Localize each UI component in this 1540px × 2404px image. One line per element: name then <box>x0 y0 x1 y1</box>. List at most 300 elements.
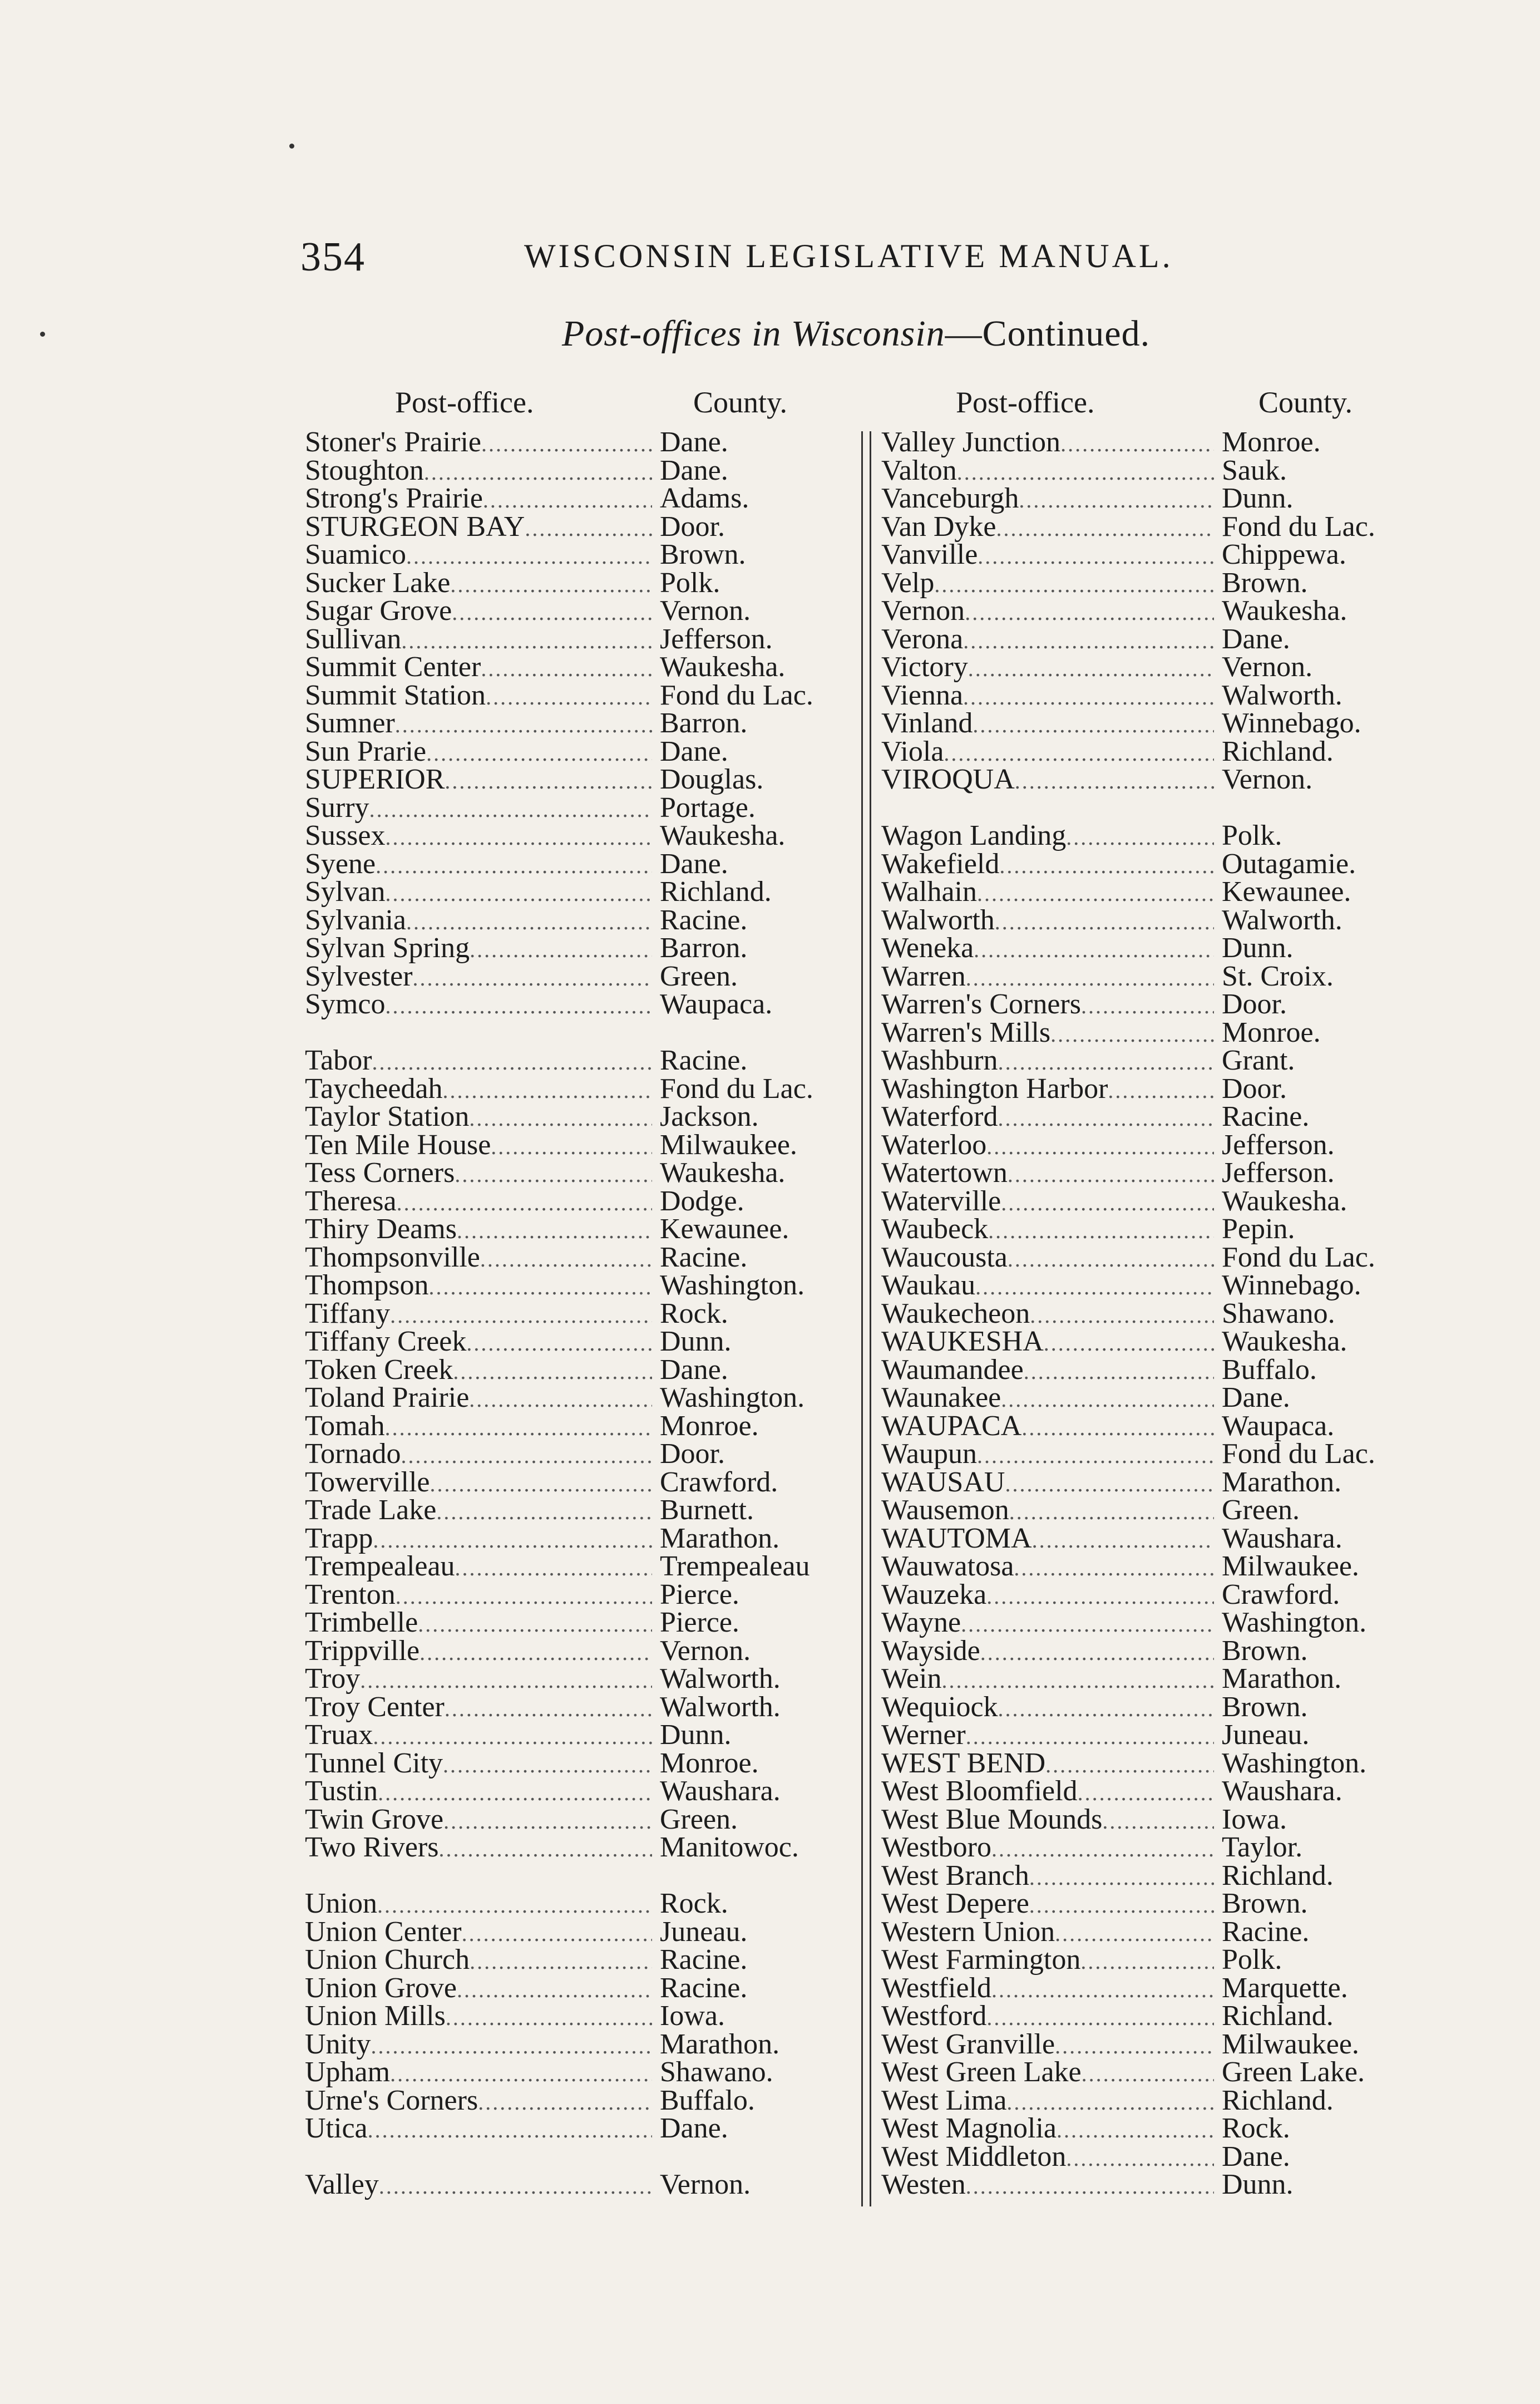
county-name: Iowa. <box>660 2000 725 2032</box>
post-office-name: Summit Station <box>305 681 486 711</box>
leader-dots <box>481 655 652 683</box>
post-office-cell <box>881 963 1214 993</box>
post-office-entry <box>881 1185 1375 1217</box>
county-name: Monroe. <box>660 1747 759 1779</box>
post-office-name: Tabor <box>305 1047 372 1076</box>
leader-dots <box>1029 1891 1214 1920</box>
county-name: Marathon. <box>1222 1663 1342 1694</box>
post-office-cell <box>305 2171 652 2201</box>
leader-dots <box>1045 1751 1214 1780</box>
county-name: St. Croix. <box>1222 960 1334 992</box>
post-office-entry <box>305 1550 813 1582</box>
post-office-name: Thompson <box>305 1272 429 1301</box>
leader-dots <box>991 1835 1214 1864</box>
leader-dots <box>934 571 1214 599</box>
post-office-name: WAUSAU <box>881 1468 1005 1498</box>
leader-dots <box>998 1048 1214 1077</box>
county-name: Waukesha. <box>1222 1326 1348 1357</box>
county-name: Brown. <box>1222 1691 1308 1723</box>
post-office-cell <box>305 1496 652 1526</box>
leader-dots <box>986 1133 1214 1161</box>
county-name: Vernon. <box>660 595 751 627</box>
post-office-name: Wauwatosa <box>881 1553 1014 1582</box>
leader-dots <box>469 1386 652 1414</box>
post-office-cell <box>881 1215 1214 1245</box>
post-office-entry <box>305 2028 813 2060</box>
post-office-entry <box>305 735 813 767</box>
county-name: Racine. <box>1222 1915 1310 1948</box>
county-name: Richland. <box>1222 2000 1334 2032</box>
county-name: Richland. <box>1222 1859 1334 1891</box>
post-office-entry <box>305 791 813 824</box>
post-office-cell <box>305 1440 652 1470</box>
county-name: Grant. <box>1222 1045 1295 1076</box>
post-office-name: Waubeck <box>881 1215 989 1245</box>
leader-dots <box>986 1583 1214 1611</box>
county-name: Milwaukee. <box>1222 2028 1359 2060</box>
post-office-cell <box>305 1356 652 1386</box>
post-office-name: Towerville <box>305 1468 430 1498</box>
post-office-cell <box>305 428 652 459</box>
leader-dots <box>446 2004 652 2032</box>
post-office-cell <box>881 878 1214 908</box>
leader-dots <box>944 740 1214 768</box>
leader-dots <box>1055 1920 1214 1948</box>
county-name: Waukesha. <box>660 820 786 851</box>
post-office-cell <box>305 541 652 571</box>
leader-dots <box>963 627 1214 656</box>
post-office-entry <box>305 1747 813 1779</box>
post-office-name: Symco <box>305 991 386 1020</box>
leader-dots <box>373 1723 652 1751</box>
county-name: Walworth. <box>660 1691 781 1723</box>
running-title: WISCONSIN LEGISLATIVE MANUAL. <box>524 238 1173 274</box>
leader-dots <box>452 599 652 627</box>
post-office-entry <box>305 1412 813 1441</box>
post-office-entry <box>881 1440 1375 1469</box>
post-office-name: Truax <box>305 1721 373 1751</box>
post-office-entry <box>305 1185 813 1217</box>
leader-dots <box>1057 2116 1214 2145</box>
county-name: Buffalo. <box>1222 1353 1317 1386</box>
county-name: Barron. <box>660 707 748 739</box>
post-office-name: Union <box>305 1890 377 1919</box>
county-name: Dodge. <box>660 1185 744 1217</box>
leader-dots <box>1066 2145 1214 2173</box>
post-office-entry <box>305 1353 813 1386</box>
post-office-cell <box>305 485 652 515</box>
post-office-cell <box>881 991 1214 1021</box>
ink-speck <box>40 332 45 337</box>
post-office-cell <box>305 1075 652 1105</box>
post-office-cell <box>881 625 1214 656</box>
county-name: Iowa. <box>1222 1803 1287 1835</box>
post-office-entry <box>881 597 1375 625</box>
leader-dots <box>426 740 652 768</box>
post-office-name: Taylor Station <box>305 1103 470 1132</box>
county-name: Fond du Lac. <box>660 1072 813 1105</box>
post-office-name: Summit Center <box>305 653 481 683</box>
post-office-entry <box>305 1269 813 1301</box>
leader-dots <box>483 486 652 515</box>
post-office-entry <box>881 1890 1375 1918</box>
leader-dots <box>430 1470 652 1499</box>
county-name: Pierce. <box>660 1607 739 1638</box>
post-office-entry <box>881 1831 1375 1863</box>
leader-dots <box>486 683 652 712</box>
post-office-entry <box>881 625 1375 654</box>
post-office-name: Westen <box>881 2171 966 2200</box>
leader-dots <box>961 1610 1214 1639</box>
leader-dots <box>973 711 1214 740</box>
post-office-name: Trenton <box>305 1580 396 1610</box>
post-office-cell <box>881 1440 1214 1470</box>
leader-dots <box>360 1667 652 1695</box>
post-office-cell <box>881 1750 1214 1780</box>
post-office-name: Westboro <box>881 1834 991 1863</box>
post-office-cell <box>305 710 652 740</box>
county-name: Door. <box>1222 988 1287 1020</box>
leader-dots <box>443 1807 652 1836</box>
county-name: Dane. <box>660 454 728 486</box>
county-name: Washington. <box>1222 1607 1367 1638</box>
post-office-name: Stoughton <box>305 456 424 486</box>
post-office-entry <box>881 1103 1375 1131</box>
post-office-name: Upham <box>305 2058 391 2088</box>
post-office-cell <box>305 569 652 599</box>
leader-dots <box>453 1358 652 1386</box>
leader-dots <box>1015 767 1214 796</box>
leader-dots <box>396 1583 652 1611</box>
post-office-name: Victory <box>881 653 968 683</box>
leader-dots <box>378 1779 652 1807</box>
post-office-entry <box>305 850 813 879</box>
post-office-cell <box>881 2171 1214 2201</box>
post-office-cell <box>305 1384 652 1414</box>
post-office-name: Walworth <box>881 906 995 936</box>
post-office-cell <box>305 1300 652 1330</box>
post-office-name: Valton <box>881 456 957 486</box>
post-office-entry <box>305 653 813 682</box>
post-office-entry <box>881 1072 1375 1105</box>
county-name: Walworth. <box>1222 904 1342 936</box>
post-office-entry <box>881 850 1375 879</box>
county-name: Milwaukee. <box>660 1129 797 1161</box>
county-name: Juneau. <box>660 1915 748 1948</box>
post-office-cell <box>305 1918 652 1948</box>
county-name: Douglas. <box>660 763 764 795</box>
post-office-name: Viola <box>881 737 944 767</box>
post-office-entry <box>305 1890 813 1918</box>
post-office-entry <box>305 1578 813 1610</box>
post-office-entry <box>881 904 1375 936</box>
post-office-name: Union Mills <box>305 2002 446 2032</box>
post-office-entry <box>305 1634 813 1667</box>
leader-dots <box>457 1217 652 1245</box>
post-office-cell <box>305 1159 652 1189</box>
leader-dots <box>1066 824 1214 852</box>
county-name: Dane. <box>660 2112 728 2144</box>
post-office-cell <box>305 513 652 543</box>
post-office-cell <box>305 850 652 880</box>
left-column <box>305 428 813 2199</box>
post-office-entry <box>305 1974 813 2003</box>
left-county-header: County. <box>693 386 788 419</box>
leader-dots <box>998 1695 1214 1723</box>
leader-dots <box>419 1639 652 1667</box>
post-office-name: Thompsonville <box>305 1243 480 1273</box>
post-office-entry <box>881 679 1375 711</box>
post-office-cell <box>305 2115 652 2145</box>
post-office-entry <box>305 1946 813 1974</box>
post-office-cell <box>305 1834 652 1864</box>
post-office-name: Vienna <box>881 681 964 711</box>
county-name: Adams. <box>660 482 749 514</box>
leader-dots <box>980 1639 1214 1667</box>
post-office-cell <box>881 1328 1214 1358</box>
county-name: Crawford. <box>1222 1578 1340 1610</box>
post-office-entry <box>881 1747 1375 1779</box>
county-name: Dane. <box>660 848 728 880</box>
county-name: Monroe. <box>1222 1016 1321 1048</box>
post-office-entry <box>305 1609 813 1637</box>
leader-dots <box>390 1302 652 1330</box>
post-office-cell <box>305 1272 652 1302</box>
leader-dots <box>974 936 1214 964</box>
post-office-cell <box>881 1665 1214 1695</box>
post-office-entry <box>305 625 813 654</box>
post-office-name: West Bloomfield <box>881 1777 1078 1807</box>
leader-dots <box>1014 1554 1214 1583</box>
post-office-cell <box>881 2087 1214 2117</box>
post-office-cell <box>305 878 652 908</box>
post-office-cell <box>881 1075 1214 1105</box>
post-office-name: Sumner <box>305 710 395 739</box>
post-office-name: Thiry Deams <box>305 1215 457 1245</box>
leader-dots <box>438 1835 652 1864</box>
county-name: Brown. <box>1222 1634 1308 1667</box>
post-office-cell <box>881 934 1214 964</box>
post-office-name: Two Rivers <box>305 1834 439 1863</box>
post-office-cell <box>881 1890 1214 1920</box>
post-office-cell <box>881 1244 1214 1274</box>
post-office-name: Utica <box>305 2115 368 2144</box>
post-office-cell <box>305 1581 652 1611</box>
post-office-entry <box>305 679 813 711</box>
post-office-name: Valley Junction <box>881 428 1061 458</box>
post-office-cell <box>305 1721 652 1751</box>
county-name: Monroe. <box>660 1410 759 1442</box>
post-office-name: Waumandee <box>881 1356 1024 1386</box>
post-office-entry <box>305 1831 813 1863</box>
county-name: Vernon. <box>1222 763 1313 795</box>
post-office-entry <box>881 1412 1375 1441</box>
post-office-name: Sylvan Spring <box>305 934 470 964</box>
leader-dots <box>413 964 652 993</box>
leader-dots <box>390 2060 652 2088</box>
post-office-cell <box>881 1272 1214 1302</box>
post-office-name: Tustin <box>305 1777 378 1807</box>
post-office-cell <box>305 1806 652 1836</box>
leader-dots <box>424 459 652 487</box>
post-office-cell <box>881 738 1214 768</box>
post-office-entry <box>305 707 813 739</box>
post-office-cell <box>881 457 1214 487</box>
post-office-name: WEST BEND <box>881 1749 1046 1779</box>
leader-dots <box>369 796 652 824</box>
county-name: Marathon. <box>1222 1466 1342 1498</box>
post-office-name: Tess Corners <box>305 1159 455 1189</box>
post-office-entry <box>305 988 813 1020</box>
post-office-name: Waterville <box>881 1187 1001 1217</box>
post-office-cell <box>881 1047 1214 1077</box>
post-office-cell <box>881 1496 1214 1526</box>
county-name: Vernon. <box>660 2169 751 2200</box>
post-office-name: Suamico <box>305 541 406 570</box>
leader-dots <box>1055 2032 1214 2061</box>
county-name: Marathon. <box>660 1522 780 1554</box>
leader-dots <box>428 1273 652 1302</box>
post-office-name: West Branch <box>881 1861 1029 1891</box>
county-name: Rock. <box>1222 2112 1290 2144</box>
post-office-entry <box>305 1297 813 1329</box>
leader-dots <box>436 1498 652 1526</box>
post-office-entry <box>305 1103 813 1131</box>
leader-dots <box>999 852 1214 880</box>
post-office-name: Waterloo <box>881 1131 987 1161</box>
county-name: Dane. <box>1222 1382 1290 1413</box>
post-office-cell <box>881 1918 1214 1948</box>
county-name: Kewaunee. <box>660 1213 789 1245</box>
county-name: Portage. <box>660 791 756 824</box>
section-gap <box>305 1019 813 1047</box>
post-office-entry <box>305 2084 813 2116</box>
post-office-name: Waukecheon <box>881 1299 1030 1329</box>
post-office-name: Strong's Prairie <box>305 485 483 514</box>
page-number: 354 <box>300 234 366 280</box>
post-office-entry <box>305 960 813 992</box>
post-office-entry <box>305 1328 813 1356</box>
table-title-continued: —Continued. <box>945 313 1151 354</box>
post-office-entry <box>881 653 1375 682</box>
post-office-cell <box>305 2087 652 2117</box>
leader-dots <box>1080 1948 1214 1976</box>
leader-dots <box>445 1695 652 1723</box>
post-office-entry <box>881 1915 1375 1948</box>
right-column <box>881 428 1375 2199</box>
post-office-cell <box>881 428 1214 459</box>
post-office-entry <box>881 1946 1375 1974</box>
post-office-entry <box>305 1693 813 1722</box>
post-office-name: Urne's Corners <box>305 2086 478 2116</box>
post-office-entry <box>881 1328 1375 1356</box>
post-office-name: Sussex <box>305 822 386 851</box>
post-office-name: Waunakee <box>881 1384 1001 1413</box>
post-office-entry <box>305 2171 813 2199</box>
county-name: Dunn. <box>660 1326 732 1357</box>
post-office-name: Warren <box>881 962 966 992</box>
county-name: Richland. <box>660 876 772 908</box>
post-office-entry <box>881 934 1375 963</box>
post-office-name: Vinland <box>881 710 973 739</box>
leader-dots <box>963 683 1214 712</box>
post-office-entry <box>305 1803 813 1835</box>
post-office-cell <box>305 1131 652 1161</box>
post-office-entry <box>305 1131 813 1160</box>
post-office-cell <box>881 2115 1214 2145</box>
leader-dots <box>470 936 652 964</box>
post-office-name: Sylvester <box>305 962 413 992</box>
post-office-name: Sugar Grove <box>305 597 452 627</box>
county-name: Richland. <box>1222 735 1334 767</box>
post-office-entry <box>305 1466 813 1498</box>
post-office-name: Wequiock <box>881 1693 998 1723</box>
post-office-cell <box>305 1469 652 1499</box>
post-office-name: Western Union <box>881 1918 1055 1948</box>
post-office-cell <box>305 457 652 487</box>
post-office-entry <box>305 1159 813 1188</box>
post-office-cell <box>305 738 652 768</box>
post-office-cell <box>881 822 1214 852</box>
post-office-name: Trempealeau <box>305 1553 455 1582</box>
post-office-cell <box>881 850 1214 880</box>
county-name: Brown. <box>1222 1888 1308 1919</box>
leader-dots <box>1021 1414 1214 1442</box>
section-gap <box>305 2143 813 2171</box>
post-office-name: Waucousta <box>881 1243 1008 1273</box>
county-name: Door. <box>1222 1072 1287 1105</box>
post-office-cell <box>881 2031 1214 2061</box>
leader-dots <box>1029 1864 1214 1892</box>
post-office-name: WAUTOMA <box>881 1524 1032 1554</box>
leader-dots <box>462 1920 652 1948</box>
post-office-name: Taycheedah <box>305 1075 443 1105</box>
county-name: Jefferson. <box>660 623 773 655</box>
leader-dots <box>1009 1498 1214 1526</box>
post-office-name: Waupun <box>881 1440 977 1470</box>
post-office-cell <box>305 794 652 824</box>
left-post-office-header: Post-office. <box>395 386 534 419</box>
post-office-entry <box>881 1384 1375 1412</box>
leader-dots <box>372 1048 652 1077</box>
post-office-entry <box>881 1269 1375 1301</box>
post-office-entry <box>305 541 813 569</box>
leader-dots <box>376 852 652 880</box>
post-office-cell <box>305 1974 652 2004</box>
post-office-entry <box>305 454 813 486</box>
leader-dots <box>968 655 1214 683</box>
post-office-entry <box>881 1016 1375 1048</box>
county-name: Shawano. <box>1222 1297 1335 1329</box>
post-office-cell <box>881 653 1214 683</box>
table-title <box>562 313 1150 355</box>
post-office-name: Wagon Landing <box>881 822 1067 851</box>
post-office-cell <box>881 2143 1214 2173</box>
post-office-entry <box>881 1466 1375 1498</box>
post-office-name: Trippville <box>305 1637 420 1667</box>
leader-dots <box>466 1329 652 1358</box>
leader-dots <box>1044 1329 1214 1358</box>
post-office-entry <box>881 1496 1375 1525</box>
post-office-cell <box>305 1244 652 1274</box>
post-office-name: Washburn <box>881 1047 998 1076</box>
post-office-cell <box>305 1328 652 1358</box>
post-office-cell <box>305 766 652 796</box>
table-title-italic: Post-offices in Wisconsin <box>562 313 945 354</box>
post-office-entry <box>881 763 1375 795</box>
post-office-name: Verona <box>881 625 964 655</box>
post-office-name: West Farmington <box>881 1946 1081 1976</box>
